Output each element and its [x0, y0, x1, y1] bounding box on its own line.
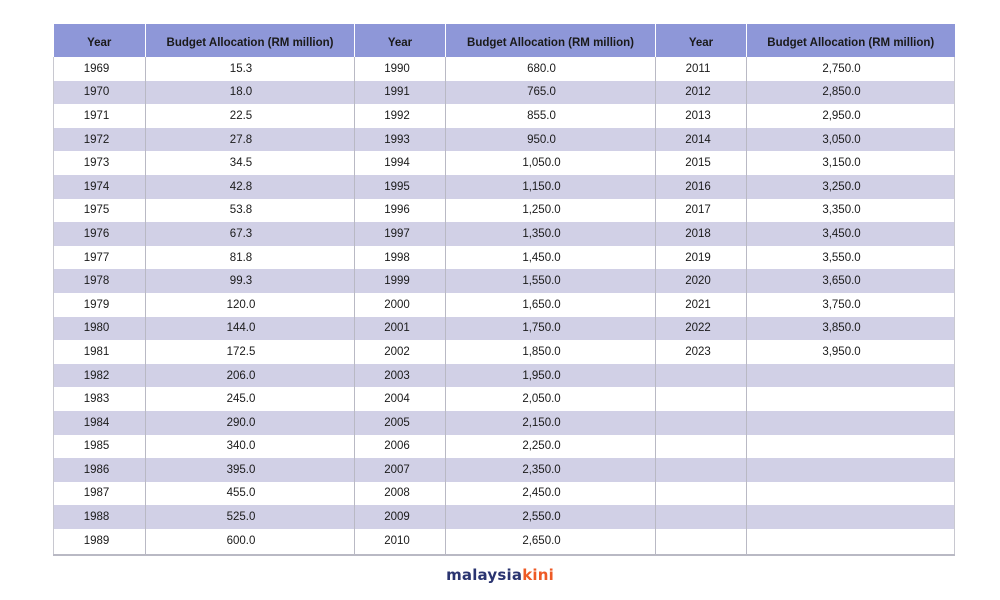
cell-budget-2: 680.0	[446, 57, 656, 81]
header-year-2: Year	[355, 24, 446, 57]
cell-year-3: 2022	[656, 317, 747, 341]
cell-budget-3: 3,650.0	[747, 269, 955, 293]
table-row	[54, 269, 955, 293]
cell-budget-1: 290.0	[146, 411, 355, 435]
cell-year-1: 1977	[54, 246, 146, 270]
cell-year-3: 2020	[656, 269, 747, 293]
cell-budget-2: 2,050.0	[446, 387, 656, 411]
cell-budget-1: 395.0	[146, 458, 355, 482]
cell-budget-2: 1,850.0	[446, 340, 656, 364]
cell-year-1: 1972	[54, 128, 146, 152]
table-row	[54, 293, 955, 317]
cell-budget-1: 600.0	[146, 529, 355, 555]
cell-budget-1: 525.0	[146, 505, 355, 529]
cell-year-2: 2005	[355, 411, 446, 435]
cell-budget-1: 99.3	[146, 269, 355, 293]
cell-year-3: 2023	[656, 340, 747, 364]
cell-budget-1: 455.0	[146, 482, 355, 506]
cell-budget-3: 3,950.0	[747, 340, 955, 364]
cell-budget-1: 206.0	[146, 364, 355, 388]
cell-year-1: 1983	[54, 387, 146, 411]
table-row	[54, 246, 955, 270]
cell-year-1: 1986	[54, 458, 146, 482]
table-row	[54, 340, 955, 364]
cell-year-3	[656, 505, 747, 529]
header-row	[54, 24, 955, 57]
cell-year-1: 1978	[54, 269, 146, 293]
table-row	[54, 387, 955, 411]
cell-year-3	[656, 482, 747, 506]
cell-year-3	[656, 411, 747, 435]
cell-budget-3	[747, 482, 955, 506]
cell-year-1: 1981	[54, 340, 146, 364]
cell-budget-3	[747, 505, 955, 529]
table-row	[54, 458, 955, 482]
cell-budget-2: 1,050.0	[446, 151, 656, 175]
table-row	[54, 222, 955, 246]
cell-year-3	[656, 458, 747, 482]
cell-year-1: 1980	[54, 317, 146, 341]
cell-year-2: 2003	[355, 364, 446, 388]
logo-text-accent: kini	[522, 566, 554, 584]
table-row	[54, 128, 955, 152]
table-row	[54, 199, 955, 223]
cell-year-1: 1982	[54, 364, 146, 388]
cell-year-3: 2019	[656, 246, 747, 270]
cell-budget-2: 2,450.0	[446, 482, 656, 506]
cell-year-1: 1985	[54, 435, 146, 459]
cell-budget-2: 1,750.0	[446, 317, 656, 341]
cell-year-1: 1976	[54, 222, 146, 246]
cell-year-2: 1993	[355, 128, 446, 152]
cell-budget-2: 2,350.0	[446, 458, 656, 482]
cell-budget-2: 1,150.0	[446, 175, 656, 199]
cell-budget-3: 3,450.0	[747, 222, 955, 246]
header-budget-1: Budget Allocation (RM million)	[146, 24, 355, 57]
budget-table	[53, 24, 955, 556]
cell-year-2: 1991	[355, 81, 446, 105]
cell-year-2: 1998	[355, 246, 446, 270]
cell-year-1: 1974	[54, 175, 146, 199]
cell-budget-2: 855.0	[446, 104, 656, 128]
table-row	[54, 505, 955, 529]
header-budget-3: Budget Allocation (RM million)	[747, 24, 955, 57]
cell-year-3	[656, 387, 747, 411]
cell-budget-1: 15.3	[146, 57, 355, 81]
cell-budget-2: 950.0	[446, 128, 656, 152]
cell-year-2: 1997	[355, 222, 446, 246]
cell-budget-3: 3,250.0	[747, 175, 955, 199]
cell-year-1: 1975	[54, 199, 146, 223]
cell-budget-3: 2,850.0	[747, 81, 955, 105]
cell-year-2: 1999	[355, 269, 446, 293]
table-row	[54, 435, 955, 459]
table-row	[54, 529, 955, 555]
cell-year-2: 1996	[355, 199, 446, 223]
cell-budget-1: 53.8	[146, 199, 355, 223]
cell-budget-3	[747, 387, 955, 411]
cell-year-3	[656, 529, 747, 555]
cell-budget-2: 765.0	[446, 81, 656, 105]
table-row	[54, 364, 955, 388]
table-header	[54, 24, 955, 57]
cell-budget-2: 2,150.0	[446, 411, 656, 435]
cell-budget-1: 245.0	[146, 387, 355, 411]
cell-budget-1: 120.0	[146, 293, 355, 317]
cell-year-3: 2014	[656, 128, 747, 152]
cell-budget-3: 3,350.0	[747, 199, 955, 223]
cell-year-2: 2007	[355, 458, 446, 482]
table-row	[54, 411, 955, 435]
table-row	[54, 81, 955, 105]
cell-year-2: 2009	[355, 505, 446, 529]
cell-year-1: 1988	[54, 505, 146, 529]
cell-year-1: 1979	[54, 293, 146, 317]
cell-budget-2: 1,350.0	[446, 222, 656, 246]
cell-budget-3: 3,550.0	[747, 246, 955, 270]
cell-budget-3	[747, 529, 955, 555]
cell-year-3: 2018	[656, 222, 747, 246]
cell-budget-1: 67.3	[146, 222, 355, 246]
cell-year-3: 2021	[656, 293, 747, 317]
header-year-3: Year	[656, 24, 747, 57]
malaysiakini-logo	[0, 566, 1000, 584]
table-body	[54, 57, 955, 555]
cell-year-3: 2016	[656, 175, 747, 199]
header-budget-2: Budget Allocation (RM million)	[446, 24, 656, 57]
table-row	[54, 57, 955, 81]
cell-year-1: 1987	[54, 482, 146, 506]
cell-budget-3	[747, 458, 955, 482]
cell-budget-1: 340.0	[146, 435, 355, 459]
cell-budget-2: 1,950.0	[446, 364, 656, 388]
cell-budget-2: 1,650.0	[446, 293, 656, 317]
header-year-1: Year	[54, 24, 146, 57]
cell-year-3	[656, 364, 747, 388]
table-row	[54, 317, 955, 341]
cell-budget-1: 42.8	[146, 175, 355, 199]
cell-budget-3: 3,850.0	[747, 317, 955, 341]
cell-budget-3: 2,750.0	[747, 57, 955, 81]
cell-year-2: 1992	[355, 104, 446, 128]
cell-budget-2: 1,550.0	[446, 269, 656, 293]
cell-budget-3: 3,150.0	[747, 151, 955, 175]
cell-year-1: 1973	[54, 151, 146, 175]
cell-year-1: 1971	[54, 104, 146, 128]
cell-year-1: 1989	[54, 529, 146, 555]
cell-year-2: 1995	[355, 175, 446, 199]
cell-year-3	[656, 435, 747, 459]
cell-year-1: 1969	[54, 57, 146, 81]
cell-year-2: 2004	[355, 387, 446, 411]
cell-year-1: 1970	[54, 81, 146, 105]
cell-budget-3: 3,750.0	[747, 293, 955, 317]
cell-budget-1: 34.5	[146, 151, 355, 175]
cell-budget-2: 1,250.0	[446, 199, 656, 223]
table-row	[54, 175, 955, 199]
cell-year-3: 2013	[656, 104, 747, 128]
cell-year-2: 2000	[355, 293, 446, 317]
cell-budget-3	[747, 364, 955, 388]
cell-budget-1: 172.5	[146, 340, 355, 364]
cell-budget-2: 2,250.0	[446, 435, 656, 459]
logo-text-primary: malaysia	[446, 566, 523, 584]
table-row	[54, 104, 955, 128]
cell-budget-3: 3,050.0	[747, 128, 955, 152]
cell-budget-2: 2,650.0	[446, 529, 656, 555]
cell-year-3: 2012	[656, 81, 747, 105]
cell-budget-1: 144.0	[146, 317, 355, 341]
cell-year-2: 2006	[355, 435, 446, 459]
cell-budget-1: 22.5	[146, 104, 355, 128]
budget-table-container	[53, 24, 954, 556]
cell-budget-1: 81.8	[146, 246, 355, 270]
table-row	[54, 482, 955, 506]
cell-budget-3	[747, 411, 955, 435]
cell-year-2: 2002	[355, 340, 446, 364]
cell-year-2: 2010	[355, 529, 446, 555]
cell-year-2: 1994	[355, 151, 446, 175]
cell-budget-1: 18.0	[146, 81, 355, 105]
cell-year-3: 2011	[656, 57, 747, 81]
cell-year-3: 2017	[656, 199, 747, 223]
table-row	[54, 151, 955, 175]
cell-year-2: 2008	[355, 482, 446, 506]
cell-budget-3	[747, 435, 955, 459]
cell-budget-1: 27.8	[146, 128, 355, 152]
cell-year-2: 1990	[355, 57, 446, 81]
cell-year-1: 1984	[54, 411, 146, 435]
cell-year-3: 2015	[656, 151, 747, 175]
cell-year-2: 2001	[355, 317, 446, 341]
cell-budget-2: 2,550.0	[446, 505, 656, 529]
cell-budget-2: 1,450.0	[446, 246, 656, 270]
cell-budget-3: 2,950.0	[747, 104, 955, 128]
